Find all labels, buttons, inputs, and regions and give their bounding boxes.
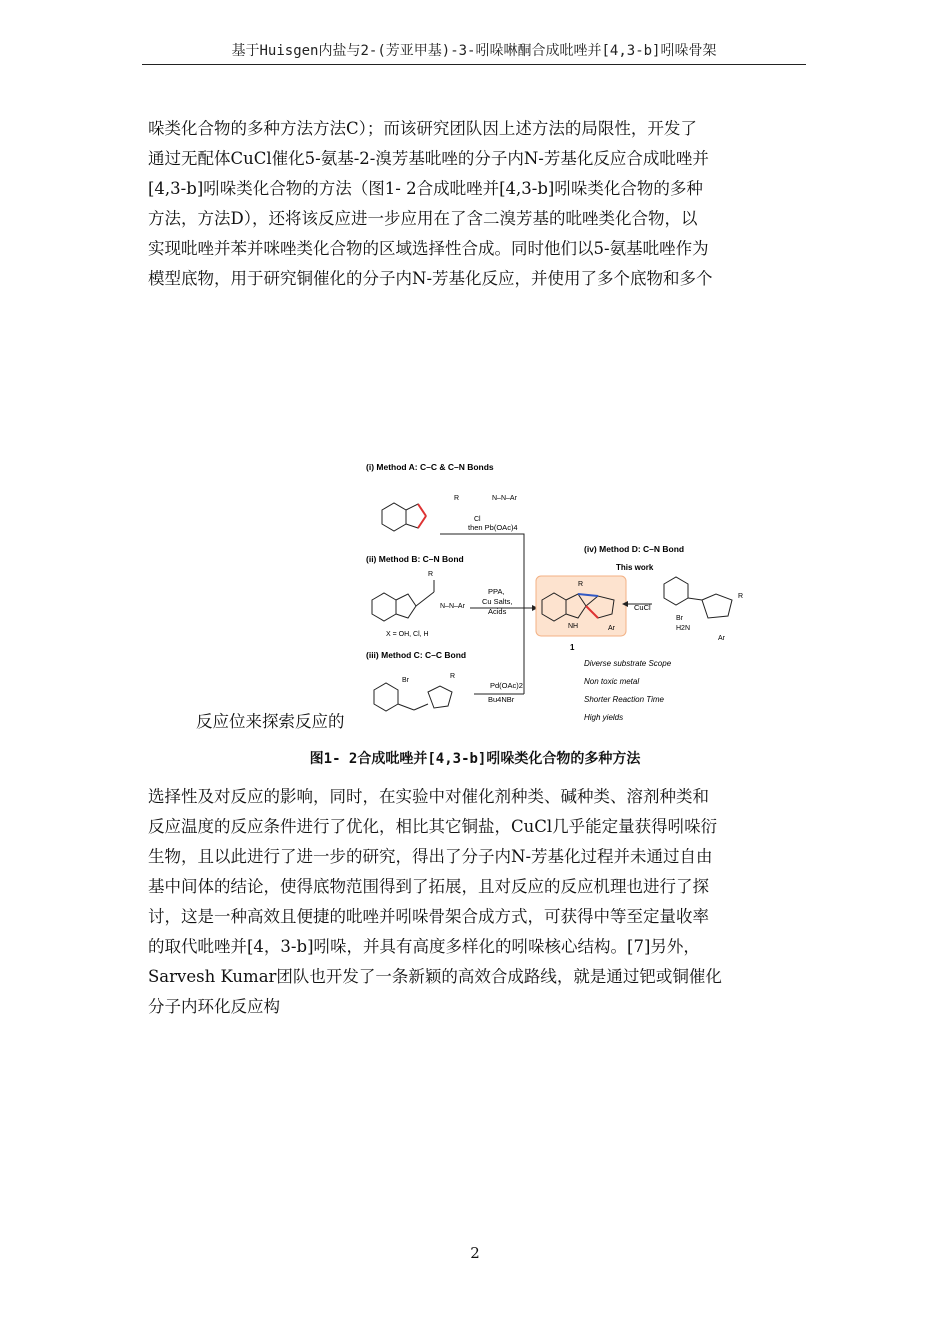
text-line: 通过无配体CuCl催化5-氨基-2-溴芳基吡唑的分子内N-芳基化反应合成吡唑并 [148,149,709,168]
bromo-label-d: Br [676,615,683,622]
text-line: 选择性及对反应的影响，同时，在实验中对催化剂种类、碱种类、溶剂种类和 [148,787,709,806]
bromo-label: Br [402,677,409,684]
method-b-reagent: Cu Salts, [482,597,513,606]
catalyst-label: CuCl [634,603,651,612]
indole-structure-a [382,503,426,531]
text-line: 讨，这是一种高效且便捷的吡唑并吲哚骨架合成方式，可获得中等至定量收率 [148,907,709,926]
figure-caption: 图1- 2合成吡唑并[4,3-b]吲哚类化合物的多种方法 [309,751,641,767]
methyl-group-a: R [454,495,460,502]
text-line: 反应温度的反应条件进行了优化，相比其它铜盐，CuCl几乎能定量获得吲哚衍 [148,817,718,836]
bromoaryl-aminopyrazole-d-structure [664,577,732,618]
r-group-product: R [578,581,584,588]
text-line: 实现吡唑并苯并咪唑类化合物的区域选择性合成。同时他们以5-氨基吡唑作为 [148,239,709,258]
this-work-label: This work [616,563,654,572]
reaction-scheme-figure [362,458,762,738]
running-header: 基于Huisgen内盐与2-(芳亚甲基)-3-吲哚啉酮合成吡唑并[4,3-b]吲哚骨架 [231,43,717,59]
aryl-group-product: Ar [608,625,615,632]
method-a-reagent: then Pb(OAc)4 [468,523,518,532]
text-line: 基中间体的结论，使得底物范围得到了拓展，且对反应的反应机理也进行了探 [148,877,709,896]
text-line: 哚类化合物的多种方法方法C）；而该研究团队因上述方法的局限性，开发了 [148,119,697,138]
text-line: 的取代吡唑并[4，3-b]吲哚，并具有高度多样化的吲哚核心结构。[7]另外， [148,937,700,956]
text-line: 模型底物，用于研究铜催化的分子内N-芳基化反应，并使用了多个底物和多个 [148,269,713,288]
bromoaryl-aminopyrazole-structure [374,683,452,711]
aryl-group-a: N–N–Ar [492,495,517,502]
connector-line [522,534,524,694]
text-line: 分子内环化反应构 [148,997,280,1016]
hydrazone-b: N–N–Ar [440,603,465,610]
r-group-c: R [450,673,456,680]
method-c-reagent: Pd(OAc)2 [490,681,523,690]
text-line: 生物，且以此进行了进一步的研究，得出了分子内N-芳基化过程并未通过自由 [148,847,713,866]
feature-item: Non toxic metal [584,677,640,686]
ring-label: NH [568,623,579,630]
method-c-reagent: Bu4NBr [488,695,515,704]
paragraph-2 [148,782,808,1022]
r-group-d: R [738,593,744,600]
paragraph-1 [148,114,808,294]
r-group-b: R [428,571,434,578]
method-b-note: X = OH, Cl, H [386,631,429,638]
text-line: 方法，方法D），还将该反应进一步应用在了含二溴芳基的吡唑类化合物，以 [148,209,698,228]
text-line: Sarvesh Kumar团队也开发了一条新颖的高效合成路线，就是通过钯或铜催化 [148,967,722,986]
text-line: [4,3-b]吲哚类化合物的方法（图1- 2合成吡唑并[4,3-b]吲哚类化合物的多种 [148,179,703,198]
feature-item: High yields [584,713,624,722]
feature-item: Diverse substrate Scope [584,659,672,668]
chloro-label: Cl [474,516,481,523]
method-d-label: (iv) Method D: C–N Bond [584,544,685,554]
figure-overlay-text: 反应位来探索反应的 [196,708,349,732]
method-b-label: (ii) Method B: C–N Bond [366,554,464,564]
method-b-reagent: PPA, [488,587,505,596]
amine-label-d: H2N [676,625,691,632]
method-c-label: (iii) Method C: C–C Bond [366,650,467,660]
method-a-label: (i) Method A: C–C & C–N Bonds [366,462,494,472]
page-number: 2 [470,1244,480,1262]
header-rule [142,64,806,65]
indole-structure-b [372,580,434,621]
compound-number: 1 [570,643,575,652]
method-b-reagent: Acids [488,607,507,616]
aryl-group-d: Ar [718,635,725,642]
feature-item: Shorter Reaction Time [584,695,664,704]
